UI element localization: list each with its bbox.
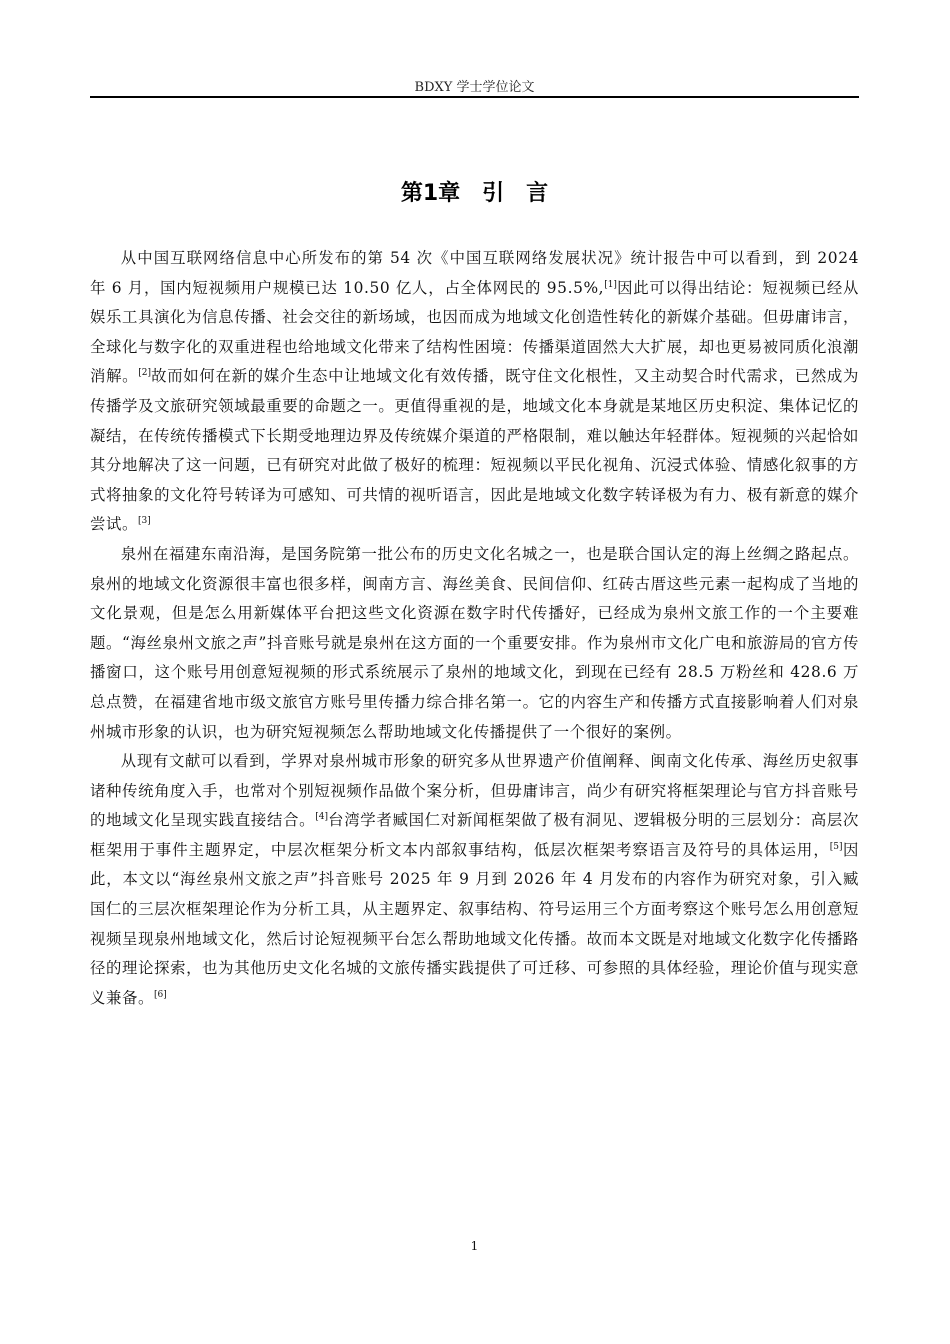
paragraph-1-text-2: 因此可以得出结论：短视频已经从娱乐工具演化为信息传播、社会交往的新场域，也因而成为地域文化创造性转化的新媒介基础。但毋庸讳言，全球化与数字化的双重进程也给地域文化带来了结构性困境：传播渠道固然大大扩展，却也更易被同质化浪潮消解。 <box>90 278 859 386</box>
chapter-name: 引 言 <box>482 181 549 206</box>
paragraph-3-text-3: 因此，本文以“海丝泉州文旅之声”抖音账号 2025 年 9 月到 2026 年 4 月发布的内容作为研究对象，引入臧国仁的三层次框架理论作为分析工具，从主题界定、叙事结构、符号运用三个方面考察这个账号怎么用创意短视频呈现泉州地域文化，然后讨论短视频平台怎么帮助地域文化传播。故而本文既是对地域文化数字化传播路径的理论探索，也为其他历史文化名城的文旅传播实践提供了可迁移、可参照的具体经验，理论价值与现实意义兼备。 <box>90 840 859 1007</box>
citation-marker: [3] <box>137 516 151 527</box>
page-number: 1 <box>470 1239 479 1253</box>
paragraph-2 <box>90 540 859 747</box>
paragraph-3 <box>90 747 859 1013</box>
running-header: BDXY 学士学位论文 <box>414 80 535 95</box>
citation-marker: [4] <box>315 812 329 823</box>
paragraph-3-text-2: 台湾学者臧国仁对新闻框架做了极有洞见、逻辑极分明的三层划分：高层次框架用于事件主题界定，中层次框架分析文本内部叙事结构，低层次框架考察语言及符号的具体运用， <box>90 811 859 859</box>
chapter-body <box>90 244 859 1013</box>
paragraph-3-text-1: 从现有文献可以看到，学界对泉州城市形象的研究多从世界遗产价值阐释、闽南文化传承、海丝历史叙事诸种传统角度入手，也常对个别短视频作品做个案分析，但毋庸讳言，尚少有研究将框架理论与官方抖音账号的地域文化呈现实践直接结合。 <box>90 752 859 830</box>
paragraph-1 <box>90 244 859 540</box>
paragraph-1-text-1: 从中国互联网络信息中心所发布的第 54 次《中国互联网络发展状况》统计报告中可以看到，到 2024 年 6 月，国内短视频用户规模已达 10.50 亿人，占全体网民的 95.5%, <box>90 249 859 297</box>
citation-marker: [6] <box>153 989 167 1000</box>
citation-marker: [5] <box>829 841 843 852</box>
citation-marker: [1] <box>604 279 617 290</box>
chapter-number: 第1章 <box>400 181 461 206</box>
chapter-title <box>90 176 859 212</box>
citation-marker: [2] <box>138 368 152 379</box>
header-rule <box>90 96 859 98</box>
paragraph-1-text-3: 故而如何在新的媒介生态中让地域文化有效传播，既守住文化根性，又主动契合时代需求，已然成为传播学及文旅研究领域最重要的命题之一。更值得重视的是，地域文化本身就是某地区历史积淀、集体记忆的凝结，在传统传播模式下长期受地理边界及传统媒介渠道的严格限制，难以触达年轻群体。短视频的兴起恰如其分地解决了这一问题，已有研究对此做了极好的梳理：短视频以平民化视角、沉浸式体验、情感化叙事的方式将抽象的文化符号转译为可感知、可共情的视听语言，因此是地域文化数字转译极为有力、极有新意的媒介尝试。 <box>90 367 859 534</box>
paragraph-2-text-1: 泉州在福建东南沿海，是国务院第一批公布的历史文化名城之一，也是联合国认定的海上丝绸之路起点。泉州的地域文化资源很丰富也很多样，闽南方言、海丝美食、民间信仰、红砖古厝这些元素一起构成了当地的文化景观，但是怎么用新媒体平台把这些文化资源在数字时代传播好，已经成为泉州文旅工作的一个主要难题。“海丝泉州文旅之声”抖音账号就是泉州在这方面的一个重要安排。作为泉州市文化广电和旅游局的官方传播窗口，这个账号用创意短视频的形式系统展示了泉州的地域文化，到现在已经有 28.5 万粉丝和 428.6 万总点赞，在福建省地市级文旅官方账号里传播力综合排名第一。它的内容生产和传播方式直接影响着人们对泉州城市形象的认识，也为研究短视频怎么帮助地域文化传播提供了一个很好的案例。 <box>90 544 859 741</box>
